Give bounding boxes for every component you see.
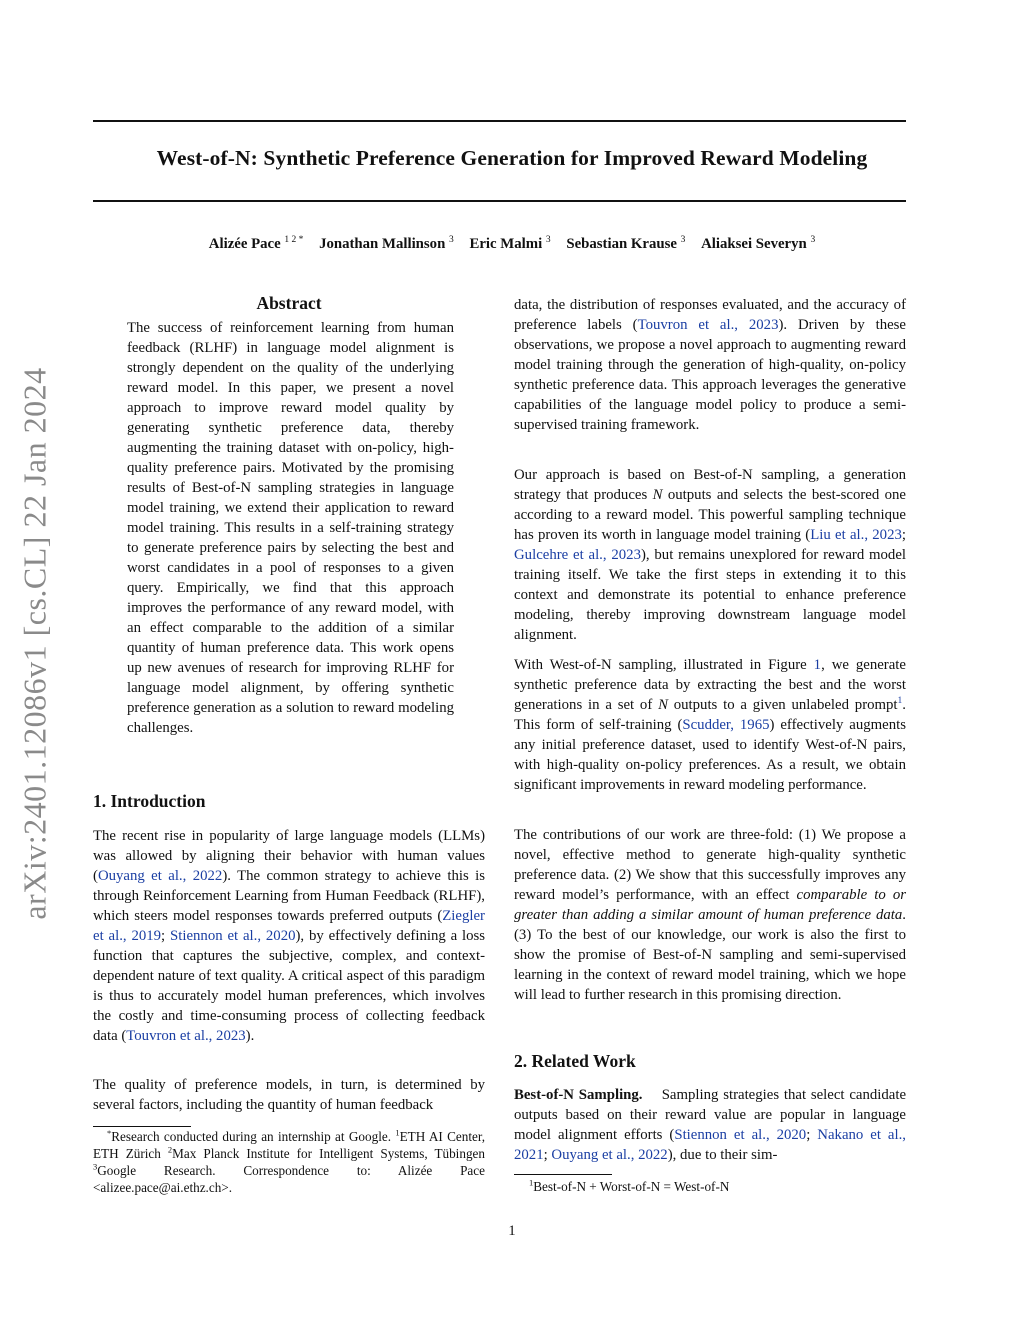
citation-link[interactable]: Nakano et al., 2021 [514,1127,907,1163]
citation-link[interactable]: Ouyang et al., 2022 [551,1147,668,1163]
citation-link[interactable]: Ziegler et al., 2019 [93,908,485,944]
intro-paragraph-1: The recent rise in popularity of large language models (LLMs) was allowed by aligning their behavior with human values (Ouyang et al., 2022). The common strategy to achieve this is through Reinforcement Learning from Human Feedback (RLHF), which steers model responses towards preferred outputs (Ziegler et al., 2019; Stiennon et al., 2020), by effectively defining a loss function that captures the subjective, complex, and context-dependent nature of text quality. A critical aspect of this paradigm is thus to accurately model human preferences, which involves the costly and time-consuming process of collecting feedback data (Touvron et al., 2023). [93,828,486,1044]
footnote-marker[interactable]: 1 [897,696,903,707]
related-work-heading: 2. Related Work [514,1051,636,1071]
author: Eric Malmi $^3$ [469,235,551,252]
citation-link[interactable]: Stiennon et al., 2020 [170,928,296,944]
page-number: 1 [508,1223,516,1239]
intro-paragraph-6: The contributions of our work are three-fold: (1) We propose a novel, effective method to generate high-quality synthetic preference data. (2) We show that this successfully improves any reward model’s performance, with an effect comparable to or greater than adding a similar amount of human preference data. (3) To the best of our knowledge, our work is also the first to show the promise of Best-of-N sampling and semi-supervised learning in the context of reward model training, which we hope will lead to further research in this promising direction. [514,827,906,1003]
footnote-west-of-n: $^1$Best-of-N + Worst-of-N = West-of-N [529,1177,730,1194]
citation-link[interactable]: Touvron et al., 2023 [126,1028,246,1044]
citation-link[interactable]: Gulcehre et al., 2023 [514,547,641,563]
abstract-heading: Abstract [256,293,322,313]
citation-link[interactable]: Scudder, 1965 [682,717,770,733]
intro-paragraph-4: Our approach is based on Best-of-N sampling, a generation strategy that produces N outputs and selects the best-scored one according to a reward model. This powerful sampling technique has proven its worth in language model training (Liu et al., 2023; Gulcehre et al., 2023), but remains unexplored for reward model training itself. We take the first steps in extending it to this context and demonstrate its potential to enhance preference modeling, thereby improving downstream language model alignment. [514,467,907,643]
intro-paragraph-5: With West-of-N sampling, illustrated in Figure 1, we generate synthetic preference data by extracting the best and the worst generations in a set of N outputs to a given unlabeled prompt$^1$. This form of self-training (Scudder, 1965) effectively augments any initial preference dataset, used to identify West-of-N pairs, with high-quality on-policy preferences. As a result, we obtain significant improvements in reward modeling performance. [514,657,906,793]
citation-link[interactable]: Stiennon et al., 2020 [674,1127,807,1143]
footnote-affiliations: *Research conducted during an internship at Google. $^1$ETH AI Center, ETH Zürich $^2$Max Planck Institute for Intelligent Systems, Tübingen $^3$Google Research. Correspondence to: Alizée Pace <alizee.pace@ai.ethz.ch>. [93,1127,485,1195]
abstract-text: The success of reinforcement learning from human feedback (RLHF) in language model alignment is strongly dependent on the quality of the underlying reward model. In this paper, we present a novel approach to improve reward model quality by generating synthetic preference data, thereby augmenting the training dataset with on-policy, high-quality preference pairs. Motivated by the promising results of Best-of-N sampling strategies in language model training, we extend their application to reward model training. This results in a self-training strategy to generate preference pairs by selecting the best and worst candidates in a pool of responses to a given query. Empirically, we find that this approach improves the performance of any reward model, with an effect comparable to the addition of a similar quantity of human preference data. This work opens up new avenues of research for improving RLHF for language model alignment, by offering synthetic preference generation as a solution to reward modeling challenges. [127,320,454,736]
intro-heading: 1. Introduction [93,791,206,811]
author: Sebastian Krause $^3$ [566,235,686,252]
arxiv-stamp: arXiv:2401.12086v1 [cs.CL] 22 Jan 2024 [16,367,53,920]
intro-paragraph-2: The quality of preference models, in turn, is determined by several factors, including the quantity of human feedback [93,1077,485,1113]
figure-link[interactable]: 1 [813,657,822,673]
related-paragraph-1: Best-of-N Sampling. Sampling strategies that select candidate outputs based on their reward value are popular in language model alignment efforts (Stiennon et al., 2020; Nakano et al., 2021; Ouyang et al., 2022), due to their sim- [514,1087,907,1163]
author: Jonathan Mallinson $^3$ [319,235,454,252]
author: Aliaksei Severyn $^3$ [701,235,816,252]
author-list [0,236,1024,253]
citation-link[interactable]: Liu et al., 2023 [810,527,902,543]
paper-title: West-of-N: Synthetic Preference Generation for Improved Reward Modeling [156,146,868,170]
footnote-rule [93,1126,191,1127]
title-top-rule [93,120,906,122]
citation-link[interactable]: Ouyang et al., 2022 [97,868,223,884]
title-bottom-rule [93,200,906,202]
author: Alizée Pace $^{1 2 *}$ [208,235,304,252]
citation-link[interactable]: Touvron et al., 2023 [637,317,779,333]
footnote-rule [514,1174,612,1175]
intro-paragraph-3: data, the distribution of responses evaluated, and the accuracy of preference labels (Touvron et al., 2023). Driven by these observations, we propose a novel approach to augmenting reward model training through the generation of high-quality, on-policy synthetic preference data. This approach leverages the generative capabilities of the language model policy to produce a semi-supervised training framework. [514,297,907,433]
